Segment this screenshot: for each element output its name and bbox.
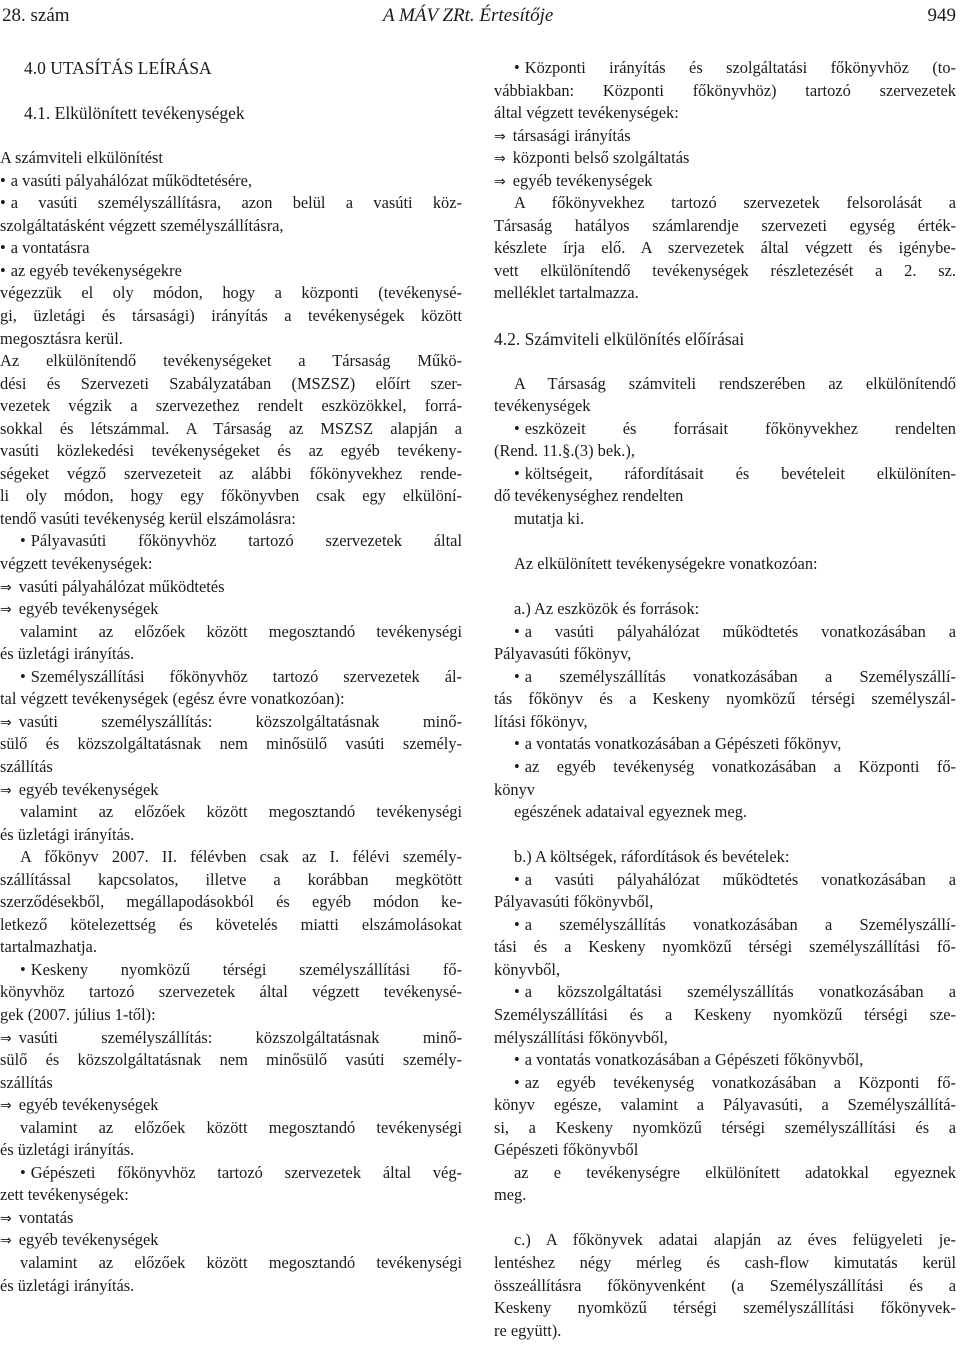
paragraph-line: végezzük el oly módon, hogy a központi (tevékenysé-	[0, 283, 462, 303]
spacer	[494, 576, 956, 599]
paragraph-line: sülő és közszolgáltatásnak nem minősülő vasúti személy-	[0, 734, 462, 754]
arrow-line: ⇒ egyéb tevékenységek	[0, 1229, 462, 1252]
paragraph-line: sülő és közszolgáltatásnak nem minősülő vasúti személy-	[0, 1050, 462, 1070]
paragraph-line: valamint az előzőek között megosztandó tevékenységi	[20, 1117, 462, 1137]
paragraph-line: tartalmazhatja.	[0, 937, 97, 957]
paragraph-line: gi, üzletági és társasági) irányítás a tevékenységek között	[0, 306, 462, 326]
paragraph-line: A főkönyv 2007. II. félévben csak az I. félévi személy-	[20, 847, 462, 867]
paragraph-line: re együtt).	[494, 1320, 562, 1340]
bullet-line: • Keskeny nyomközű térségi személyszállítási fő-	[0, 959, 462, 982]
paragraph-line: által végzett tevékenységek:	[494, 103, 679, 123]
bullet-line: • az egyéb tevékenységekre	[0, 260, 462, 283]
paragraph-line: Pályavasúti főkönyvből,	[494, 892, 654, 912]
paragraph-line: végzett tevékenységek:	[0, 554, 153, 574]
paragraph-line: és üzletági irányítás.	[0, 1275, 135, 1295]
spacer	[494, 530, 956, 553]
section-heading: 4.0 UTASÍTÁS LEÍRÁSA	[24, 58, 212, 78]
bullet-line: • az egyéb tevékenység vonatkozásában a Központi fő-	[494, 756, 956, 779]
paragraph-line: Pályavasúti főkönyv,	[494, 644, 632, 664]
paragraph-line: a.) Az eszközök és források:	[514, 599, 700, 619]
paragraph-line: készlete írja elő. A szervezetek által végzett és igénybe-	[494, 238, 956, 258]
paragraph-line: lentéshez négy mérleg és cash-flow kimutatás kerül	[494, 1252, 956, 1272]
paragraph-line: Az elkülönített tevékenységekre vonatkozóan:	[514, 554, 818, 574]
paragraph-line: és üzletági irányítás.	[0, 1140, 135, 1160]
paragraph-line: szolgáltatásként végzett személyszállításra,	[0, 215, 284, 235]
paragraph-line: tási és a Keskeny nyomközű térségi személyszállítási fő-	[494, 937, 956, 957]
paragraph-line: valamint az előzőek között megosztandó tevékenységi	[20, 621, 462, 641]
bullet-line: • a vontatásra	[0, 237, 462, 260]
paragraph-line: mutatja ki.	[514, 508, 585, 528]
paragraph-line: megosztásra kerül.	[0, 328, 123, 348]
paragraph-line: valamint az előzőek között megosztandó tevékenységi	[20, 802, 462, 822]
paragraph-line: könyvhöz tartozó szervezetek által végzett tevékenysé-	[0, 982, 462, 1002]
paragraph-line: könyv egésze, valamint a Pályavasúti, a Személyszállítá-	[494, 1095, 956, 1115]
paragraph-line: mélyszállítási főkönyvből,	[494, 1027, 668, 1047]
bullet-line: • az egyéb tevékenység vonatkozásában a Központi fő-	[494, 1072, 956, 1095]
paragraph-line: sokkal és létszámmal. A Társaság az MSZSZ alapján a	[0, 418, 462, 438]
paragraph-line: vábbiakban: Központi főkönyvhöz) tartozó szervezetek	[494, 80, 956, 100]
paragraph-line: zett tevékenységek:	[0, 1185, 129, 1205]
paragraph-line: egészének adataival egyeznek meg.	[514, 802, 747, 822]
spacer	[494, 305, 956, 328]
arrow-line: ⇒ központi belső szolgáltatás	[494, 147, 956, 170]
arrow-line: ⇒ egyéb tevékenységek	[0, 779, 462, 802]
bullet-line: • Pályavasúti főkönyvhöz tartozó szervezetek által	[0, 530, 462, 553]
arrow-line: ⇒ egyéb tevékenységek	[0, 1094, 462, 1117]
bullet-line: • a vasúti pályahálózat működtetésére,	[0, 170, 462, 193]
bullet-line: • eszközeit és forrásait főkönyvekhez rendelten	[494, 418, 956, 441]
spacer	[494, 1207, 956, 1230]
paragraph-line: A Társaság számviteli rendszerében az elkülönítendő	[514, 373, 956, 393]
spacer	[0, 125, 462, 148]
paragraph-line: összeállításra főkönyvenként (a Személyszállítási és a	[494, 1275, 956, 1295]
spacer	[494, 350, 956, 373]
paragraph-line: szállítás	[0, 1072, 53, 1092]
bullet-line: • a közszolgáltatási személyszállítás vonatkozásában a	[494, 981, 956, 1004]
paragraph-line: ségeket végző szervezeteit az alábbi főkönyvekhez rende-	[0, 463, 462, 483]
right-column	[494, 57, 956, 1342]
paragraph-line: valamint az előzőek között megosztandó tevékenységi	[20, 1252, 462, 1272]
bullet-line: • Központi irányítás és szolgáltatási főkönyvhöz (to-	[494, 57, 956, 80]
paragraph-line: az e tevékenységre elkülönített adatokkal egyeznek	[514, 1162, 956, 1182]
paragraph-line: és üzletági irányítás.	[0, 644, 135, 664]
paragraph-line: tal végzett tevékenységek (egész évre vonatkozóan):	[0, 689, 345, 709]
paragraph-line: b.) A költségek, ráfordítások és bevételek:	[514, 847, 790, 867]
arrow-line: ⇒ vontatás	[0, 1207, 462, 1230]
paragraph-line: melléklet tartalmazza.	[494, 283, 639, 303]
bullet-line: • a személyszállítás vonatkozásában a Személyszállí-	[494, 666, 956, 689]
bullet-line: • a vasúti pályahálózat működtetés vonatkozásában a	[494, 869, 956, 892]
journal-title: A MÁV ZRt. Értesítője	[383, 5, 554, 26]
paragraph-line: (Rend. 11.§.(3) bek.),	[494, 441, 635, 461]
paragraph-line: szerződésekből, megállapodásokból és egyéb módon ke-	[0, 892, 462, 912]
arrow-line: ⇒ társasági irányítás	[494, 125, 956, 148]
paragraph-line: Gépészeti főkönyvből	[494, 1140, 639, 1160]
paragraph-line: vezetek végzik a szervezethez rendelt eszközökkel, forrá-	[0, 396, 462, 416]
arrow-line: ⇒ vasúti személyszállítás: közszolgáltatásnak minő-	[0, 1027, 462, 1050]
bullet-line: • költségeit, ráfordításait és bevételeit elkülöníten-	[494, 463, 956, 486]
bullet-line: • a vontatás vonatkozásában a Gépészeti főkönyvből,	[494, 1049, 956, 1072]
paragraph-line: meg.	[494, 1185, 527, 1205]
arrow-line: ⇒ vasúti személyszállítás: közszolgáltatásnak minő-	[0, 711, 462, 734]
arrow-line: ⇒ egyéb tevékenységek	[0, 598, 462, 621]
arrow-line: ⇒ egyéb tevékenységek	[494, 170, 956, 193]
bullet-line: • a vontatás vonatkozásában a Gépészeti főkönyv,	[494, 733, 956, 756]
issue-number: 28. szám	[2, 5, 70, 26]
section-heading: 4.2. Számviteli elkülönítés előírásai	[494, 328, 745, 349]
paragraph-line: Társaság hatályos számlarendje szervezeti egység érték-	[494, 215, 956, 235]
paragraph-line: li oly módon, hogy egy főkönyvben csak egy elkülöní-	[0, 486, 462, 506]
paragraph-line: Az elkülönítendő tevékenységeket a Társaság Műkö-	[0, 351, 462, 371]
paragraph-line: vett elkülönítendő tevékenységek részletezését a 2. sz.	[494, 260, 956, 280]
paragraph-line: könyvből,	[494, 959, 561, 979]
paragraph-line: vasúti közlekedési tevékenységeket és az egyéb tevékeny-	[0, 441, 462, 461]
paragraph-line: c.) A főkönyvek adatai alapján az éves felügyeleti je-	[514, 1230, 956, 1250]
bullet-line: • a személyszállítás vonatkozásában a Személyszállí-	[494, 914, 956, 937]
paragraph-line: szállítás	[0, 756, 53, 776]
paragraph-line: lítási főkönyv,	[494, 711, 588, 731]
bullet-line: • Gépészeti főkönyvhöz tartozó szervezetek által vég-	[0, 1162, 462, 1185]
spacer	[0, 80, 462, 103]
spacer	[494, 824, 956, 847]
arrow-line: ⇒ vasúti pályahálózat működtetés	[0, 576, 462, 599]
paragraph-line: könyv	[494, 779, 535, 799]
paragraph-line: és üzletági irányítás.	[0, 824, 135, 844]
paragraph-line: Keskeny nyomközű térségi személyszállítási főkönyvek-	[494, 1298, 956, 1318]
paragraph-line: letkező kötelezettség és követelés miatti elszámolásokat	[0, 914, 462, 934]
paragraph-line: si, a Keskeny nyomközű térségi személyszállítási és a	[494, 1117, 956, 1137]
subsection-heading: 4.1. Elkülönített tevékenységek	[24, 103, 245, 124]
paragraph-line: szállítással kapcsolatos, illetve a korábban megkötött	[0, 869, 462, 889]
left-column	[0, 57, 462, 1297]
paragraph-line: A főkönyvekhez tartozó szervezetek felsorolását a	[514, 193, 956, 213]
paragraph-line: tás főkönyv és a Keskeny nyomközű térségi személyszál-	[494, 689, 956, 709]
paragraph-line: Személyszállítási és a Keskeny nyomközű térségi sze-	[494, 1004, 956, 1024]
paragraph-line: gek (2007. július 1-től):	[0, 1004, 156, 1024]
paragraph-line: tendő vasúti tevékenység kerül elszámolásra:	[0, 508, 296, 528]
bullet-line: • Személyszállítási főkönyvhöz tartozó szervezetek ál-	[0, 666, 462, 689]
bullet-line: • a vasúti személyszállításra, azon belül a vasúti köz-	[0, 192, 462, 215]
paragraph-line: A számviteli elkülönítést	[0, 148, 163, 168]
bullet-line: • a vasúti pályahálózat működtetés vonatkozásában a	[494, 621, 956, 644]
page-number: 949	[927, 5, 956, 26]
paragraph-line: dő tevékenységhez rendelten	[494, 486, 684, 506]
paragraph-line: tevékenységek	[494, 396, 591, 416]
paragraph-line: dési és Szervezeti Szabályzatában (MSZSZ) előírt szer-	[0, 373, 462, 393]
